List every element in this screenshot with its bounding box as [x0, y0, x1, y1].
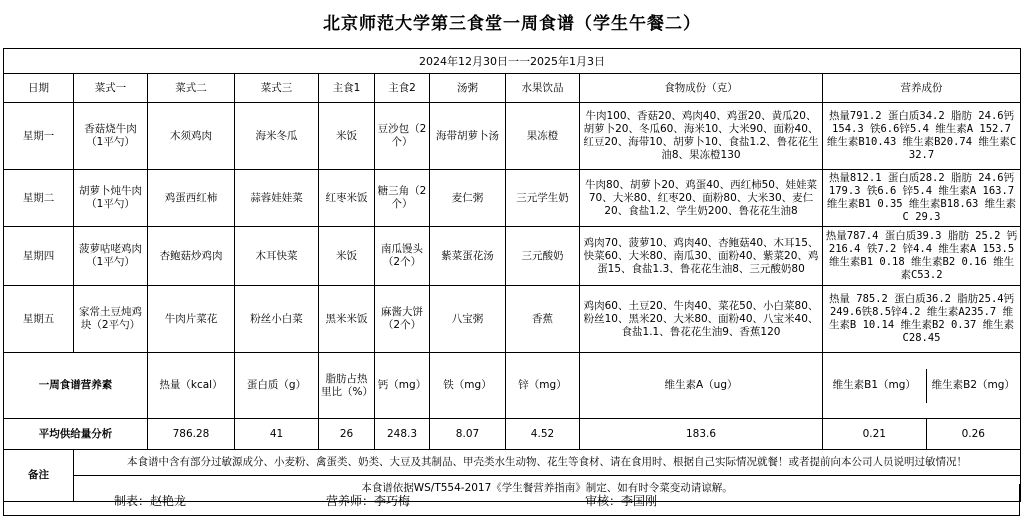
staple2-cell: 麻酱大饼（2个） — [375, 286, 430, 353]
dish1-cell: 家常土豆炖鸡块（2平勺） — [74, 286, 148, 353]
nutrition-cell: 热量787.4 蛋白质39.3 脂肪 25.2 钙216.4 铁7.2 锌4.4 维生素A 153.5 维生素B1 0.18 维生素B2 0.16 维生素C53.2 — [823, 227, 1021, 286]
staple1-cell: 黑米米饭 — [319, 286, 375, 353]
header-cell: 菜式二 — [148, 74, 235, 103]
nutrient-header: 热量（kcal） — [148, 353, 235, 419]
nutrition-cell: 热量 785.2 蛋白质36.2 脂肪25.4钙249.6铁8.5锌4.2 维生素A235.7 维生素B 10.14 维生素B2 0.37 维生素C28.45 — [823, 286, 1021, 353]
weekly-nutrient-header-row — [4, 353, 1021, 419]
dish3-cell: 蒜蓉娃娃菜 — [235, 170, 319, 227]
staple2-cell: 豆沙包（2个） — [375, 103, 430, 170]
ingredients-cell: 牛肉80、胡萝卜20、鸡蛋40、西红柿50、娃娃菜70、大米80、红枣20、面粉80、大米30、麦仁20、食盐1.2、学生奶200、鲁花花生油8 — [580, 170, 823, 227]
day-cell: 星期二 — [4, 170, 74, 227]
average-label: 平均供给量分析 — [4, 419, 148, 450]
allergen-note: 本食谱中含有部分过敏源成分、小麦粉、禽蛋类、奶类、大豆及其制品、甲壳类水生动物、花生等食材、请在食用时、根据自己实际情况就餐！或者提前向本公司人员说明过敏情况！ — [74, 450, 1021, 476]
staple1-cell: 红枣米饭 — [319, 170, 375, 227]
nutrient-header: 锌（mg） — [506, 353, 580, 419]
header-cell: 菜式一 — [74, 74, 148, 103]
staple1-cell: 米饭 — [319, 227, 375, 286]
header-cell: 汤粥 — [430, 74, 506, 103]
header-cell: 水果饮品 — [506, 74, 580, 103]
nutrient-value: 183.6 — [580, 419, 823, 450]
header-cell: 主食1 — [319, 74, 375, 103]
nutrition-cell: 热量812.1 蛋白质28.2 脂肪 24.6钙179.3 铁6.6 锌5.4 维生素A 163.7 维生素B1 0.35 维生素B18.63 维生素C 29.3 — [823, 170, 1021, 227]
staple2-cell: 糖三角（2个） — [375, 170, 430, 227]
header-cell: 食物成份（克） — [580, 74, 823, 103]
menu-row-friday — [4, 286, 1021, 353]
nutritionist-label: 营养师：李巧梅 — [326, 494, 411, 508]
header-cell: 菜式三 — [235, 74, 319, 103]
header-cell: 主食2 — [375, 74, 430, 103]
nutrient-value: 41 — [235, 419, 319, 450]
header-cell: 日期 — [4, 74, 74, 103]
ingredients-cell: 鸡肉60、土豆20、牛肉40、菜花50、小白菜80、粉丝10、黑米20、大米80、面粉40、八宝米40、食盐1.1、鲁花花生油9、香蕉120 — [580, 286, 823, 353]
dish3-cell: 粉丝小白菜 — [235, 286, 319, 353]
staple1-cell: 米饭 — [319, 103, 375, 170]
menu-row-monday — [4, 103, 1021, 170]
nutrient-header: 维生素A（ug） — [580, 353, 823, 419]
menu-table — [3, 48, 1021, 502]
ingredients-cell: 牛肉100、香菇20、鸡肉40、鸡蛋20、黄瓜20、胡萝卜20、冬瓜60、海米10、大米90、面粉40、红豆20、海带10、胡萝卜10、食盐1.2、鲁花花生油8、果冻橙130 — [580, 103, 823, 170]
nutrient-value: 4.52 — [506, 419, 580, 450]
nutrient-header: 脂肪占热里比（%） — [319, 353, 375, 419]
nutrient-value: 0.21 — [823, 419, 926, 449]
reviewer-label: 审核：李国刚 — [585, 494, 658, 508]
soup-cell: 八宝粥 — [430, 286, 506, 353]
fruit-cell: 果冻橙 — [506, 103, 580, 170]
nutrient-value: 26 — [319, 419, 375, 450]
nutrient-value: 786.28 — [148, 419, 235, 450]
date-range: 2024年12月30日一一2025年1月3日 — [4, 49, 1021, 74]
soup-cell: 海带胡萝卜汤 — [430, 103, 506, 170]
signature-footer — [0, 486, 1024, 514]
day-cell: 星期五 — [4, 286, 74, 353]
dish2-cell: 牛肉片菜花 — [148, 286, 235, 353]
ingredients-cell: 鸡肉70、菠萝10、鸡肉40、杏鲍菇40、木耳15、快菜60、大米80、南瓜30、面粉40、紫菜20、鸡蛋15、食盐1.3、鲁花花生油8、三元酸奶80 — [580, 227, 823, 286]
nutrition-cell: 热量791.2 蛋白质34.2 脂肪 24.6钙154.3 铁6.6锌5.4 维生素A 152.7 维生素B10.43 维生素B20.74 维生素C 32.7 — [823, 103, 1021, 170]
nutrient-header: 蛋白质（g） — [235, 353, 319, 419]
dish1-cell: 菠萝咕咾鸡肉（1平勺） — [74, 227, 148, 286]
fruit-cell: 三元酸奶 — [506, 227, 580, 286]
notes-label: 备注 — [4, 450, 74, 502]
guideline-note: 本食谱依据WS/T554-2017《学生餐营养指南》制定、如有时令菜变动请谅解。 — [74, 476, 1021, 502]
weekly-average-row — [4, 419, 1021, 450]
nutrient-value: 8.07 — [430, 419, 506, 450]
day-cell: 星期四 — [4, 227, 74, 286]
dish1-cell: 香菇烧牛肉（1平勺） — [74, 103, 148, 170]
dish3-cell: 木耳快菜 — [235, 227, 319, 286]
nutrient-value: 248.3 — [375, 419, 430, 450]
header-row — [4, 74, 1021, 103]
soup-cell: 麦仁粥 — [430, 170, 506, 227]
dish3-cell: 海米冬瓜 — [235, 103, 319, 170]
dish1-cell: 胡萝卜炖牛肉（1平勺） — [74, 170, 148, 227]
soup-cell: 紫菜蛋花汤 — [430, 227, 506, 286]
staple2-cell: 南瓜馒头（2个） — [375, 227, 430, 286]
page-title: 北京师范大学第三食堂一周食谱（学生午餐二） — [323, 14, 701, 34]
nutrient-header: 维生素B1（mg） — [823, 369, 926, 403]
maker-label: 制表：赵艳龙 — [114, 494, 187, 508]
header-cell: 营养成份 — [823, 74, 1021, 103]
menu-row-thursday — [4, 227, 1021, 286]
dish2-cell: 鸡蛋西红柿 — [148, 170, 235, 227]
notes-row — [4, 450, 1021, 476]
nutrient-value: 0.26 — [961, 427, 985, 440]
dish2-cell: 木须鸡肉 — [148, 103, 235, 170]
nutrient-header: 钙（mg） — [375, 353, 430, 419]
weekly-label: 一周食谱营养素 — [4, 353, 148, 419]
fruit-cell: 三元学生奶 — [506, 170, 580, 227]
menu-row-tuesday — [4, 170, 1021, 227]
day-cell: 星期一 — [4, 103, 74, 170]
nutrient-header: 铁（mg） — [430, 353, 506, 419]
dish2-cell: 杏鲍菇炒鸡肉 — [148, 227, 235, 286]
nutrient-header: 维生素B2（mg） — [931, 379, 1015, 391]
fruit-cell: 香蕉 — [506, 286, 580, 353]
